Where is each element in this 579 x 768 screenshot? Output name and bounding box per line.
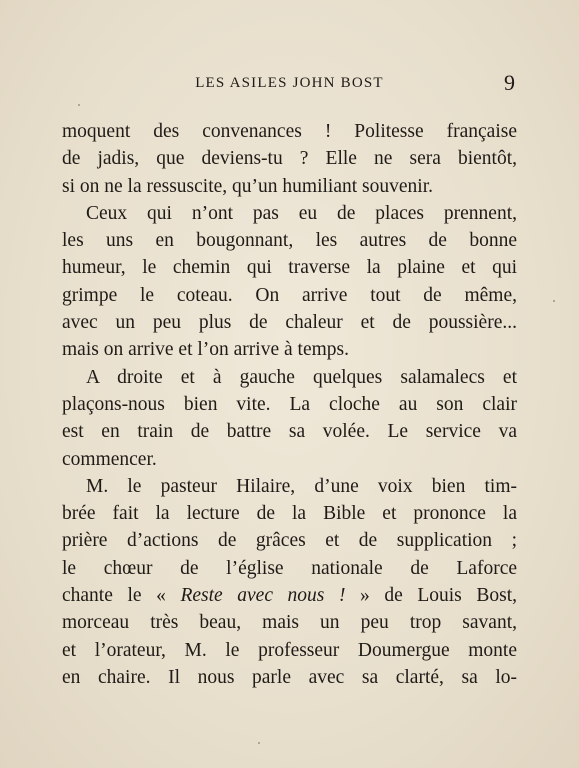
text-fragment: » de Louis Bost, (345, 585, 517, 607)
text-fragment: chante le « (62, 585, 181, 607)
text-line: de jadis, que deviens-tu ? Elle ne sera bientôt, (62, 148, 517, 170)
page-number: 9 (504, 70, 515, 95)
text-line: prière d’actions de grâces et de supplication ; (62, 530, 517, 552)
text-line: grimpe le coteau. On arrive tout de même, (62, 284, 517, 306)
paper-speck (258, 742, 260, 744)
paragraph-first-line: A droite et à gauche quelques salamalecs et (86, 366, 517, 388)
paper-speck (78, 104, 80, 106)
text-line: mais on arrive et l’on arrive à temps. (62, 339, 349, 361)
hymn-title: Reste avec nous ! (180, 585, 346, 607)
text-line: le chœur de l’église nationale de Laforce (62, 557, 517, 579)
text-line: en chaire. Il nous parle avec sa clarté, sa lo- (62, 666, 517, 688)
text-line: plaçons-nous bien vite. La cloche au son clair (62, 393, 517, 415)
text-line: et l’orateur, M. le professeur Doumergue monte (62, 639, 517, 661)
paragraph-first-line: M. le pasteur Hilaire, d’une voix bien tim- (86, 475, 517, 497)
body-text (62, 118, 517, 691)
text-line: les uns en bougonnant, les autres de bonne (62, 230, 517, 252)
text-line: humeur, le chemin qui traverse la plaine et qui (62, 257, 517, 279)
text-line: brée fait la lecture de la Bible et prononce la (62, 503, 517, 525)
text-line: avec un peu plus de chaleur et de poussière... (62, 312, 517, 334)
text-line: moquent des convenances ! Politesse française (62, 121, 517, 142)
text-line: si on ne la ressuscite, qu’un humiliant souvenir. (62, 175, 433, 197)
text-line: est en train de battre sa volée. Le service va (62, 421, 517, 443)
paper-speck (553, 300, 555, 302)
running-head (62, 72, 517, 94)
text-line: morceau très beau, mais un peu trop savant, (62, 612, 517, 634)
paragraph-first-line: Ceux qui n’ont pas eu de places prennent, (86, 202, 517, 224)
text-line-with-title (62, 582, 517, 609)
text-line: commencer. (62, 448, 157, 470)
running-title: LES ASILES JOHN BOST (195, 75, 384, 91)
